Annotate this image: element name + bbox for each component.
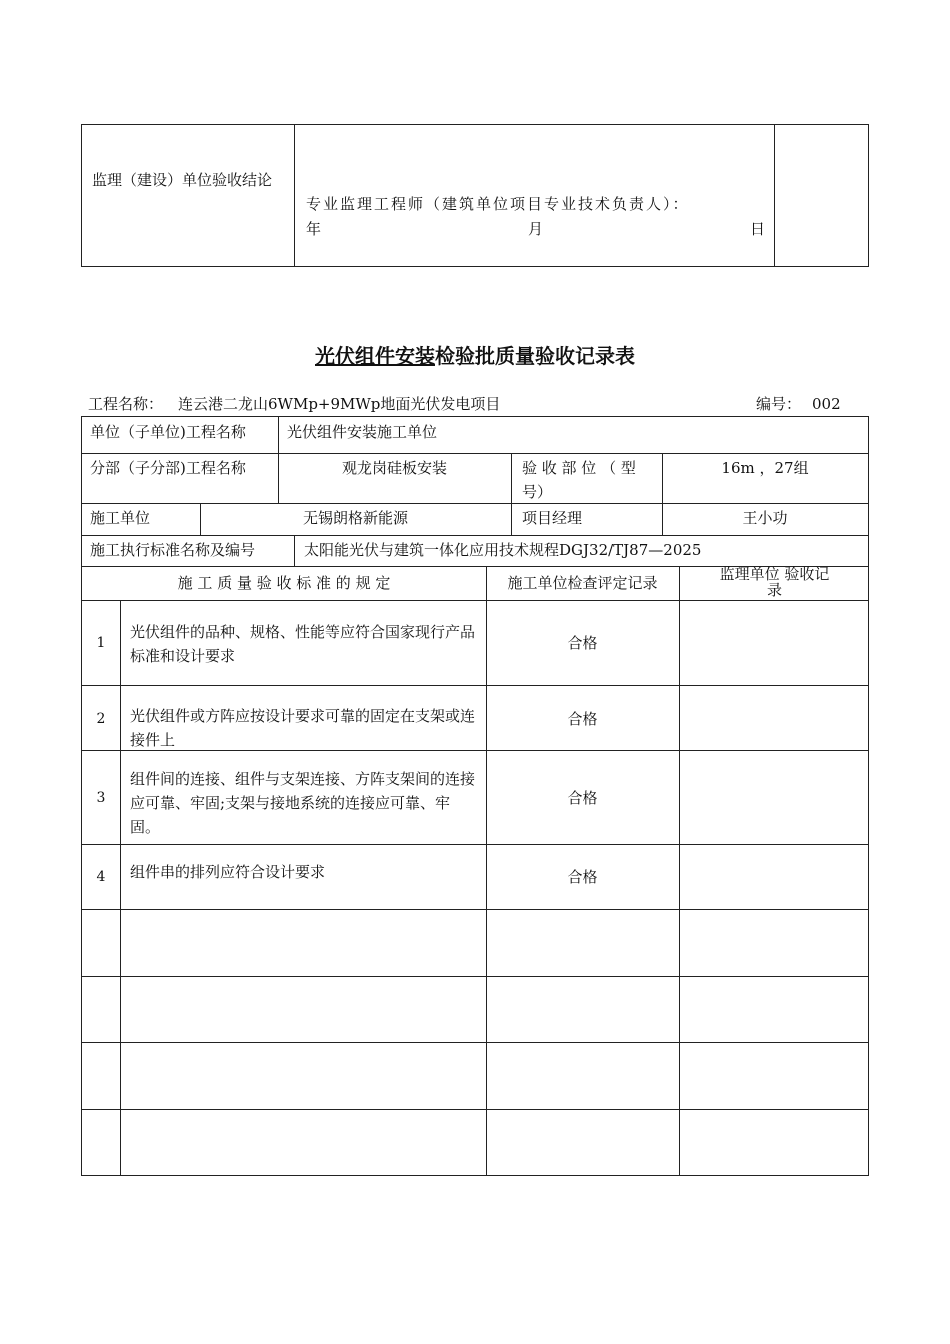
column-header-check: 施工单位检查评定记录 <box>507 574 658 592</box>
item-1-text: 光伏组件的品种、规格、性能等应符合国家现行产品标准和设计要求 <box>130 623 476 665</box>
project-manager-label: 项目经理 <box>522 509 583 527</box>
title-underlined: 光伏组件安装 <box>315 344 435 368</box>
engineer-signature-line: 专业监理工程师（建筑单位项目专业技术负责人）： <box>306 195 690 213</box>
unit-value: 光伏组件安装施工单位 <box>287 423 438 441</box>
project-name: 连云港二龙山6WMp+9MWp地面光伏发电项目 <box>178 395 501 413</box>
item-3-result: 合格 <box>567 789 598 807</box>
title-rest: 检验批质量验收记录表 <box>435 344 635 368</box>
date-year: 年 <box>306 220 322 238</box>
item-3-no: 3 <box>96 790 106 806</box>
project-manager-value: 王小功 <box>742 509 788 527</box>
item-2-result: 合格 <box>567 710 598 728</box>
supervision-conclusion-table <box>81 124 869 267</box>
standard-value: 太阳能光伏与建筑一体化应用技术规程DGJ32/TJ87—2025 <box>304 541 702 559</box>
unit-label: 单位（子单位)工程名称 <box>90 423 246 441</box>
date-day: 日 <box>750 220 766 238</box>
inspection-part-label: 验 收 部 位 （ 型 号） <box>522 459 636 501</box>
contractor-value: 无锡朗格新能源 <box>302 509 408 527</box>
item-4-text: 组件串的排列应符合设计要求 <box>130 863 326 881</box>
page-title <box>0 340 950 369</box>
item-1-result: 合格 <box>567 634 598 652</box>
number-label: 编号： <box>756 395 802 413</box>
item-2-no: 2 <box>96 711 106 727</box>
item-3-text: 组件间的连接、组件与支架连接、方阵支架间的连接应可靠、牢固;支架与接地系统的连接应可靠、牢固。 <box>130 770 476 836</box>
supervision-conclusion-label: 监理（建设）单位验收结论 <box>92 171 273 189</box>
inspection-table <box>81 416 869 1176</box>
item-1-no: 1 <box>96 635 106 651</box>
column-header-spec: 施 工 质 量 验 收 标 准 的 规 定 <box>177 574 391 592</box>
item-2-text: 光伏组件或方阵应按设计要求可靠的固定在支架或连接件上 <box>130 707 476 749</box>
project-label: 工程名称： <box>88 395 164 413</box>
date-month: 月 <box>528 220 544 238</box>
item-4-result: 合格 <box>567 868 598 886</box>
item-4-no: 4 <box>96 869 106 885</box>
contractor-label: 施工单位 <box>90 509 151 527</box>
inspection-part-value: 16m ，27组 <box>721 459 809 477</box>
number-value: 002 <box>812 395 841 413</box>
subdivision-label: 分部（子分部)工程名称 <box>90 459 246 477</box>
standard-label: 施工执行标准名称及编号 <box>90 541 256 559</box>
column-header-supervision: 监理单位 验收记录 <box>719 565 830 599</box>
subdivision-value: 观龙岗硅板安装 <box>341 459 447 477</box>
